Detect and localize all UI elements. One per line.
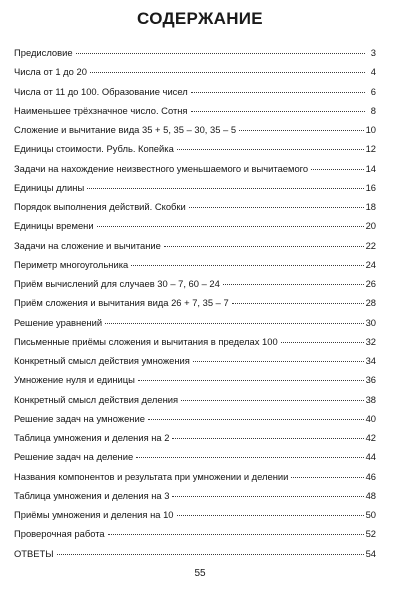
toc-entry-title: Задачи на нахождение неизвестного уменьшаемого и вычитаемого xyxy=(14,162,309,174)
toc-entry-page: 22 xyxy=(365,239,376,251)
dot-leader xyxy=(191,110,365,112)
toc-entry-title: Конкретный смысл действия деления xyxy=(14,393,179,405)
toc-entry-title: Сложение и вычитание вида 35 + 5, 35 – 30, 35 – 5 xyxy=(14,124,237,135)
toc-entry-page: 42 xyxy=(365,432,376,443)
table-of-contents xyxy=(14,43,376,563)
dot-leader xyxy=(138,379,364,381)
toc-entry-page: 48 xyxy=(365,489,376,501)
toc-entry-title: Задачи на сложение и вычитание xyxy=(14,239,161,251)
page-number: 55 xyxy=(194,568,206,579)
toc-entry-title: Решение задач на умножение xyxy=(14,412,145,424)
toc-entry-page: 20 xyxy=(365,220,376,232)
toc-entry-title: Приём вычислений для случаев 30 – 7, 60 – 24 xyxy=(14,278,220,289)
toc-entry xyxy=(14,139,376,158)
toc-entry-page: 34 xyxy=(365,355,376,366)
toc-entry xyxy=(14,62,376,81)
toc-entry xyxy=(14,409,376,428)
toc-entry-title: Приёмы умножения и деления на 10 xyxy=(14,509,174,520)
dot-leader xyxy=(281,341,364,343)
dot-leader xyxy=(131,264,363,266)
dot-leader xyxy=(148,418,364,420)
toc-entry-title: Конкретный смысл действия умножения xyxy=(14,355,190,366)
toc-entry xyxy=(14,255,376,274)
toc-entry-title: Числа от 1 до 20 xyxy=(14,66,87,78)
toc-entry xyxy=(14,428,376,447)
toc-entry xyxy=(14,216,376,235)
dot-leader xyxy=(97,225,364,227)
toc-entry-title: Наименьшее трёхзначное число. Сотня xyxy=(14,104,188,116)
dot-leader xyxy=(193,360,364,362)
toc-entry xyxy=(14,467,376,486)
toc-entry xyxy=(14,544,376,563)
toc-entry-page: 16 xyxy=(365,181,376,193)
dot-leader xyxy=(172,495,363,497)
dot-leader xyxy=(223,283,364,285)
toc-entry-page: 36 xyxy=(365,374,376,386)
dot-leader xyxy=(57,553,364,555)
toc-entry-page: 38 xyxy=(365,393,376,405)
toc-entry-title: Проверочная работа xyxy=(14,528,105,540)
dot-leader xyxy=(105,322,364,324)
dot-leader xyxy=(90,71,365,73)
toc-entry-page: 6 xyxy=(370,85,376,97)
dot-leader xyxy=(181,399,363,401)
dot-leader xyxy=(164,245,364,247)
dot-leader xyxy=(191,91,365,93)
toc-entry-page: 30 xyxy=(365,316,376,328)
toc-entry xyxy=(14,274,376,293)
toc-entry-page: 50 xyxy=(365,509,376,520)
toc-entry-title: Названия компонентов и результата при умножении и делении xyxy=(14,470,289,482)
dot-leader xyxy=(172,437,363,439)
toc-entry-title: Решение задач на деление xyxy=(14,451,134,463)
toc-entry-page: 52 xyxy=(365,528,376,540)
toc-entry xyxy=(14,82,376,101)
toc-entry-page: 14 xyxy=(365,162,376,174)
toc-entry-title: Числа от 11 до 100. Образование чисел xyxy=(14,85,188,97)
toc-entry-title: Порядок выполнения действий. Скобки xyxy=(14,201,186,212)
toc-entry xyxy=(14,101,376,120)
toc-entry xyxy=(14,370,376,389)
toc-entry-title: Предисловие xyxy=(14,47,73,58)
toc-entry-page: 44 xyxy=(365,451,376,463)
toc-entry xyxy=(14,120,376,139)
toc-entry-title: Единицы стоимости. Рубль. Копейка xyxy=(14,143,174,155)
toc-entry-page: 12 xyxy=(365,143,376,155)
toc-entry xyxy=(14,313,376,332)
toc-entry xyxy=(14,390,376,409)
toc-entry xyxy=(14,293,376,312)
toc-entry-page: 32 xyxy=(365,335,376,347)
page-title: СОДЕРЖАНИЕ xyxy=(137,9,263,28)
dot-leader xyxy=(291,476,363,478)
dot-leader xyxy=(108,533,364,535)
toc-entry-page: 3 xyxy=(370,47,376,58)
toc-entry-page: 28 xyxy=(365,297,376,309)
toc-entry xyxy=(14,351,376,370)
toc-entry-page: 18 xyxy=(365,201,376,212)
toc-entry-page: 10 xyxy=(365,124,376,135)
toc-entry-title: Периметр многоугольника xyxy=(14,258,129,270)
toc-entry-page: 46 xyxy=(365,470,376,482)
toc-entry-title: Таблица умножения и деления на 2 xyxy=(14,432,170,443)
toc-entry-title: Умножение нуля и единицы xyxy=(14,374,135,386)
dot-leader xyxy=(177,148,364,150)
toc-entry xyxy=(14,486,376,505)
dot-leader xyxy=(232,302,364,304)
toc-entry-title: Таблица умножения и деления на 3 xyxy=(14,489,170,501)
toc-entry xyxy=(14,178,376,197)
toc-entry-title: Единицы времени xyxy=(14,220,94,232)
toc-entry-title: Приём сложения и вычитания вида 26 + 7, 35 – 7 xyxy=(14,297,229,309)
toc-entry-page: 54 xyxy=(365,547,376,559)
toc-entry xyxy=(14,236,376,255)
toc-entry xyxy=(14,159,376,178)
dot-leader xyxy=(311,168,363,170)
toc-entry-page: 24 xyxy=(365,258,376,270)
toc-entry xyxy=(14,447,376,466)
dot-leader xyxy=(239,129,363,131)
toc-entry-page: 26 xyxy=(365,278,376,289)
dot-leader xyxy=(189,206,364,208)
toc-entry-title: ОТВЕТЫ xyxy=(14,547,54,559)
toc-entry-page: 40 xyxy=(365,412,376,424)
toc-entry-title: Единицы длины xyxy=(14,181,85,193)
toc-entry-page: 4 xyxy=(370,66,376,78)
dot-leader xyxy=(177,514,364,516)
toc-entry-title: Решение уравнений xyxy=(14,316,103,328)
toc-entry-page: 8 xyxy=(370,104,376,116)
toc-entry-title: Письменные приёмы сложения и вычитания в пределах 100 xyxy=(14,335,278,347)
dot-leader xyxy=(87,187,363,189)
toc-entry xyxy=(14,197,376,216)
dot-leader xyxy=(136,456,363,458)
toc-entry xyxy=(14,43,376,62)
toc-entry xyxy=(14,505,376,524)
toc-entry xyxy=(14,332,376,351)
dot-leader xyxy=(76,52,365,54)
toc-entry xyxy=(14,524,376,543)
